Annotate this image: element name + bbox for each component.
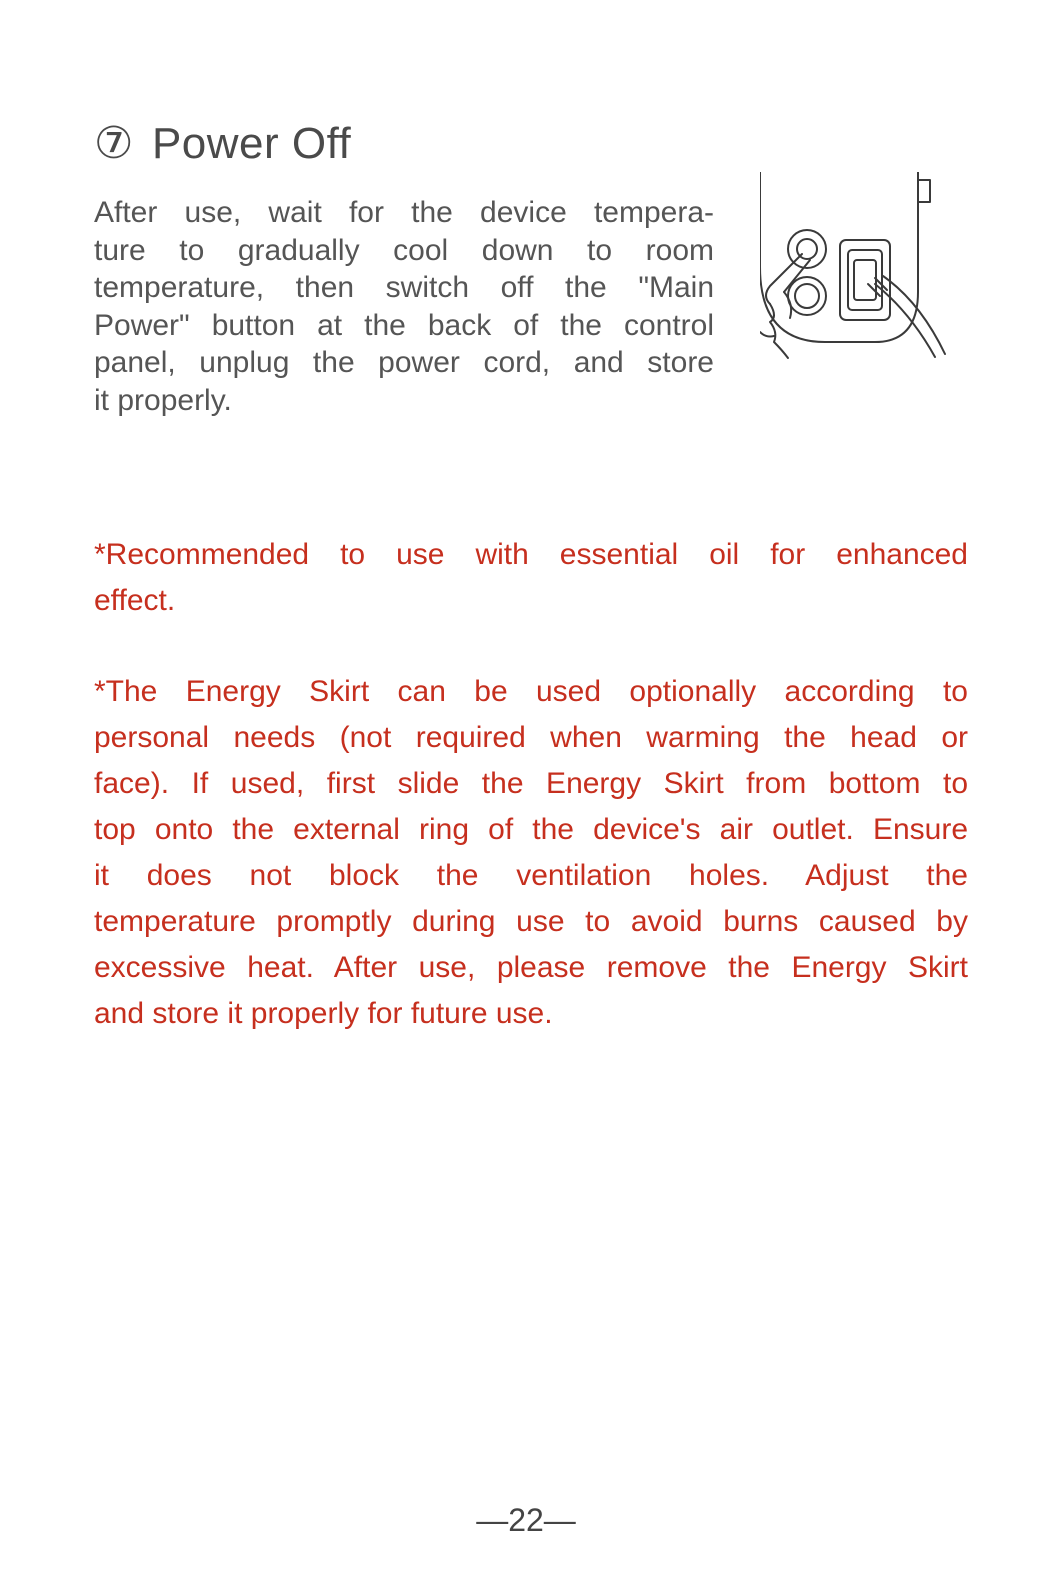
note-line: top onto the external ring of the device's air outlet. Ensure	[94, 813, 968, 846]
section-title: Power Off	[151, 119, 352, 168]
note-line: temperature promptly during use to avoid burns caused by	[94, 905, 968, 938]
note-line: face). If used, first slide the Energy Skirt from bottom to	[94, 767, 968, 800]
intro-line: temperature, then switch off the "Main	[94, 271, 714, 304]
intro-line: ture to gradually cool down to room	[94, 233, 714, 267]
intro-paragraph	[94, 194, 714, 419]
note-line: *Recommended to use with essential oil for enhanced	[94, 538, 968, 571]
note-essential-oil	[94, 532, 968, 624]
power-switch-plug-icon	[760, 172, 975, 372]
note-line: personal needs (not required when warming the head or	[94, 721, 968, 754]
intro-line: After use, wait for the device tempera-	[94, 196, 714, 229]
intro-line: Power" button at the back of the control	[94, 308, 714, 342]
note-line: it does not block the ventilation holes. Adjust the	[94, 859, 968, 892]
note-line: *The Energy Skirt can be used optionally according to	[94, 675, 968, 708]
step-number-icon: ⑦	[94, 119, 134, 168]
intro-line: it properly.	[94, 383, 232, 417]
note-line: and store it properly for future use.	[94, 997, 553, 1030]
note-line: excessive heat. After use, please remove the Energy Skirt	[94, 951, 968, 984]
section-heading	[94, 118, 351, 169]
intro-line: panel, unplug the power cord, and store	[94, 346, 714, 379]
note-energy-skirt	[94, 669, 968, 1037]
page-number: —22—	[476, 1502, 576, 1538]
note-line: effect.	[94, 584, 176, 617]
